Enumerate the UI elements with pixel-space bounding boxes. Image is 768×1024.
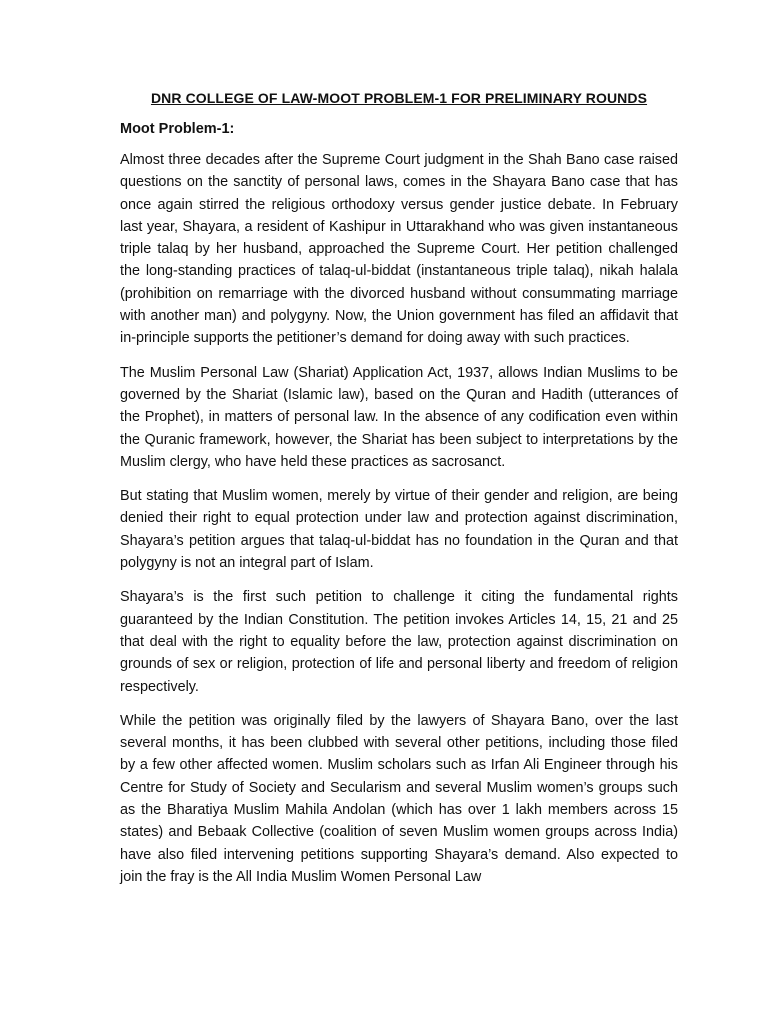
paragraph-5: While the petition was originally filed by the lawyers of Shayara Bano, over the last several months, it has been clubbed with several other petitions, including those filed by a few other affected women. Muslim scholars such as Irfan Ali Engineer through his Centre for Study of Society and Secularism and several Muslim women’s groups such as the Bharatiya Muslim Mahila Andolan (which has over 1 lakh members across 15 states) and Bebaak Collective (coalition of seven Muslim women groups across India) have also filed intervening petitions supporting Shayara’s demand. Also expected to join the fray is the All India Muslim Women Personal Law [120, 712, 678, 885]
paragraph-3: But stating that Muslim women, merely by virtue of their gender and religion, are being denied their right to equal protection under law and protection against discrimination, Shayara’s petition argues that talaq-ul-biddat has no foundation in the Quran and that polygyny is not an integral part of Islam. [120, 488, 678, 572]
section-heading: Moot Problem-1: [120, 121, 235, 137]
document-page [120, 88, 678, 900]
paragraph-1: Almost three decades after the Supreme Court judgment in the Shah Bano case raised questions on the sanctity of personal laws, comes in the Shayara Bano case that has once again stirred the religious orthodoxy versus gender justice debate. In February last year, Shayara, a resident of Kashipur in Uttarakhand who was given instantaneous triple talaq by her husband, approached the Supreme Court. Her petition challenged the long-standing practices of talaq-ul-biddat (instantaneous triple talaq), nikah halala (prohibition on remarriage with the divorced husband without consummating marriage with another man) and polygyny. Now, the Union government has filed an affidavit that in-principle supports the petitioner’s demand for doing away with such practices. [120, 152, 678, 347]
paragraph-4: Shayara’s is the first such petition to challenge it citing the fundamental rights guaranteed by the Indian Constitution. The petition invokes Articles 14, 15, 21 and 25 that deal with the right to equality before the law, protection against discrimination on grounds of sex or religion, protection of life and personal liberty and freedom of religion respectively. [120, 589, 678, 695]
document-title: DNR COLLEGE OF LAW-MOOT PROBLEM-1 FOR PRELIMINARY ROUNDS [150, 90, 648, 106]
paragraph-2: The Muslim Personal Law (Shariat) Application Act, 1937, allows Indian Muslims to be governed by the Shariat (Islamic law), based on the Quran and Hadith (utterances of the Prophet), in matters of personal law. In the absence of any codification even within the Quranic framework, however, the Shariat has been subject to interpretations by the Muslim clergy, who have held these practices as sacrosanct. [120, 364, 678, 470]
